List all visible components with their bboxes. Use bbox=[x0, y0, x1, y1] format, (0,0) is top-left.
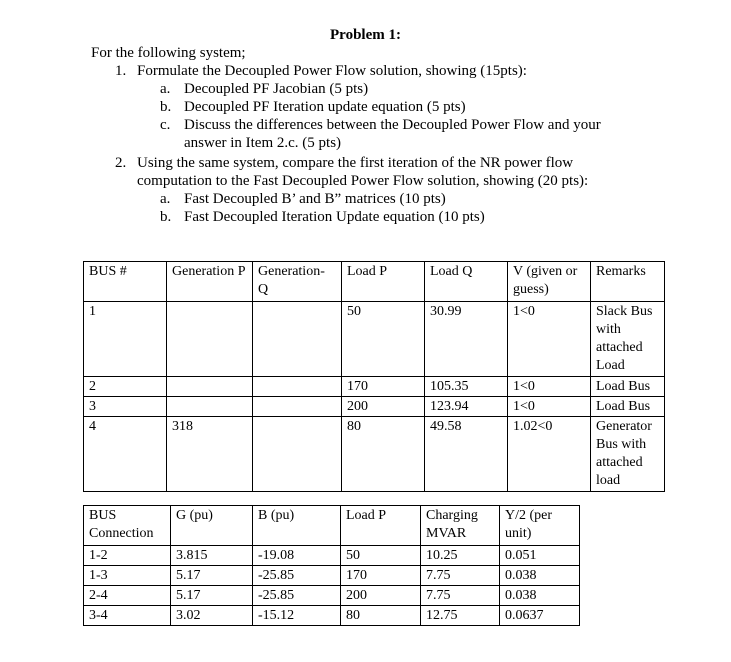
bus-cell: 4 bbox=[84, 417, 167, 492]
bus-header-voltage: V (given or guess) bbox=[508, 262, 591, 302]
line-cell: 170 bbox=[341, 566, 421, 586]
bus-cell: 1<0 bbox=[508, 397, 591, 417]
bus-cell: Slack Bus with attached Load bbox=[591, 302, 665, 377]
item-1b-letter: b. bbox=[160, 99, 172, 115]
problem-title: Problem 1: bbox=[330, 27, 401, 43]
bus-cell bbox=[253, 397, 342, 417]
bus-cell: 318 bbox=[167, 417, 253, 492]
bus-cell: Load Bus bbox=[591, 397, 665, 417]
item-1c bbox=[160, 116, 601, 134]
item-2b bbox=[160, 208, 485, 226]
line-cell: -19.08 bbox=[253, 546, 341, 566]
bus-cell: Load Bus bbox=[591, 377, 665, 397]
bus-cell: 170 bbox=[342, 377, 425, 397]
item-2a bbox=[160, 190, 446, 208]
bus-cell: 49.58 bbox=[425, 417, 508, 492]
line-cell: 0.051 bbox=[500, 546, 580, 566]
table-row bbox=[84, 377, 665, 397]
line-cell: -25.85 bbox=[253, 566, 341, 586]
line-cell: 2-4 bbox=[84, 586, 171, 606]
line-cell: 200 bbox=[341, 586, 421, 606]
bus-cell: Generator Bus with attached load bbox=[591, 417, 665, 492]
bus-table-header-row bbox=[84, 262, 665, 302]
bus-header-load-q: Load Q bbox=[425, 262, 508, 302]
bus-cell bbox=[253, 417, 342, 492]
item-1c-letter: c. bbox=[160, 117, 171, 133]
item-1-number: 1. bbox=[115, 63, 127, 79]
bus-cell bbox=[253, 377, 342, 397]
bus-header-remarks: Remarks bbox=[591, 262, 665, 302]
item-1 bbox=[115, 62, 527, 80]
bus-cell bbox=[167, 397, 253, 417]
bus-cell: 1<0 bbox=[508, 302, 591, 377]
line-header-charging: Charging MVAR bbox=[421, 506, 500, 546]
table-row bbox=[84, 397, 665, 417]
line-cell: -15.12 bbox=[253, 606, 341, 626]
item-1c-text: Discuss the differences between the Decoupled Power Flow and your bbox=[184, 117, 601, 133]
table-row bbox=[84, 417, 665, 492]
table-row bbox=[84, 302, 665, 377]
line-cell: 80 bbox=[341, 606, 421, 626]
line-cell: 7.75 bbox=[421, 586, 500, 606]
item-1c-continuation: answer in Item 2.c. (5 pts) bbox=[184, 135, 342, 151]
line-data-table bbox=[83, 505, 580, 626]
item-1b-text: Decoupled PF Iteration update equation (5 pts) bbox=[184, 99, 466, 115]
bus-cell: 123.94 bbox=[425, 397, 508, 417]
item-2 bbox=[115, 154, 573, 172]
bus-cell bbox=[253, 302, 342, 377]
table-row bbox=[84, 566, 580, 586]
line-header-bus-connection: BUS Connection bbox=[84, 506, 171, 546]
table-row bbox=[84, 546, 580, 566]
bus-cell: 80 bbox=[342, 417, 425, 492]
intro-text: For the following system; bbox=[91, 45, 246, 61]
line-header-b: B (pu) bbox=[253, 506, 341, 546]
item-2a-text: Fast Decoupled B’ and B” matrices (10 pts) bbox=[184, 191, 446, 207]
item-1a-text: Decoupled PF Jacobian (5 pts) bbox=[184, 81, 369, 97]
table-row bbox=[84, 586, 580, 606]
bus-cell: 3 bbox=[84, 397, 167, 417]
bus-cell bbox=[167, 377, 253, 397]
bus-cell: 2 bbox=[84, 377, 167, 397]
bus-cell: 50 bbox=[342, 302, 425, 377]
line-cell: 5.17 bbox=[171, 566, 253, 586]
bus-cell: 1.02<0 bbox=[508, 417, 591, 492]
line-cell: 0.038 bbox=[500, 586, 580, 606]
line-cell: 0.038 bbox=[500, 566, 580, 586]
line-table-header-row bbox=[84, 506, 580, 546]
item-2-continuation: computation to the Fast Decoupled Power Flow solution, showing (20 pts): bbox=[137, 173, 589, 189]
bus-cell: 30.99 bbox=[425, 302, 508, 377]
item-2-number: 2. bbox=[115, 155, 127, 171]
item-1a-letter: a. bbox=[160, 81, 171, 97]
line-cell: 3.815 bbox=[171, 546, 253, 566]
bus-data-table bbox=[83, 261, 665, 492]
bus-cell: 1<0 bbox=[508, 377, 591, 397]
item-1b bbox=[160, 98, 466, 116]
line-cell: 3.02 bbox=[171, 606, 253, 626]
line-cell: 12.75 bbox=[421, 606, 500, 626]
item-2a-letter: a. bbox=[160, 191, 171, 207]
item-1a bbox=[160, 80, 368, 98]
line-cell: -25.85 bbox=[253, 586, 341, 606]
line-cell: 3-4 bbox=[84, 606, 171, 626]
line-cell: 50 bbox=[341, 546, 421, 566]
item-2-text: Using the same system, compare the first iteration of the NR power flow bbox=[137, 155, 574, 171]
bus-cell bbox=[167, 302, 253, 377]
line-header-g: G (pu) bbox=[171, 506, 253, 546]
bus-cell: 1 bbox=[84, 302, 167, 377]
item-2b-letter: b. bbox=[160, 209, 172, 225]
line-cell: 5.17 bbox=[171, 586, 253, 606]
line-cell: 7.75 bbox=[421, 566, 500, 586]
line-cell: 1-2 bbox=[84, 546, 171, 566]
bus-cell: 200 bbox=[342, 397, 425, 417]
bus-header-gen-p: Generation P bbox=[167, 262, 253, 302]
table-row bbox=[84, 606, 580, 626]
line-cell: 10.25 bbox=[421, 546, 500, 566]
line-header-y2: Y/2 (per unit) bbox=[500, 506, 580, 546]
bus-header-bus: BUS # bbox=[84, 262, 167, 302]
item-2b-text: Fast Decoupled Iteration Update equation (10 pts) bbox=[184, 209, 485, 225]
line-cell: 0.0637 bbox=[500, 606, 580, 626]
item-1-text: Formulate the Decoupled Power Flow solution, showing (15pts): bbox=[137, 63, 527, 79]
bus-header-load-p: Load P bbox=[342, 262, 425, 302]
line-header-load-p: Load P bbox=[341, 506, 421, 546]
bus-cell: 105.35 bbox=[425, 377, 508, 397]
line-cell: 1-3 bbox=[84, 566, 171, 586]
bus-header-gen-q: Generation- Q bbox=[253, 262, 342, 302]
